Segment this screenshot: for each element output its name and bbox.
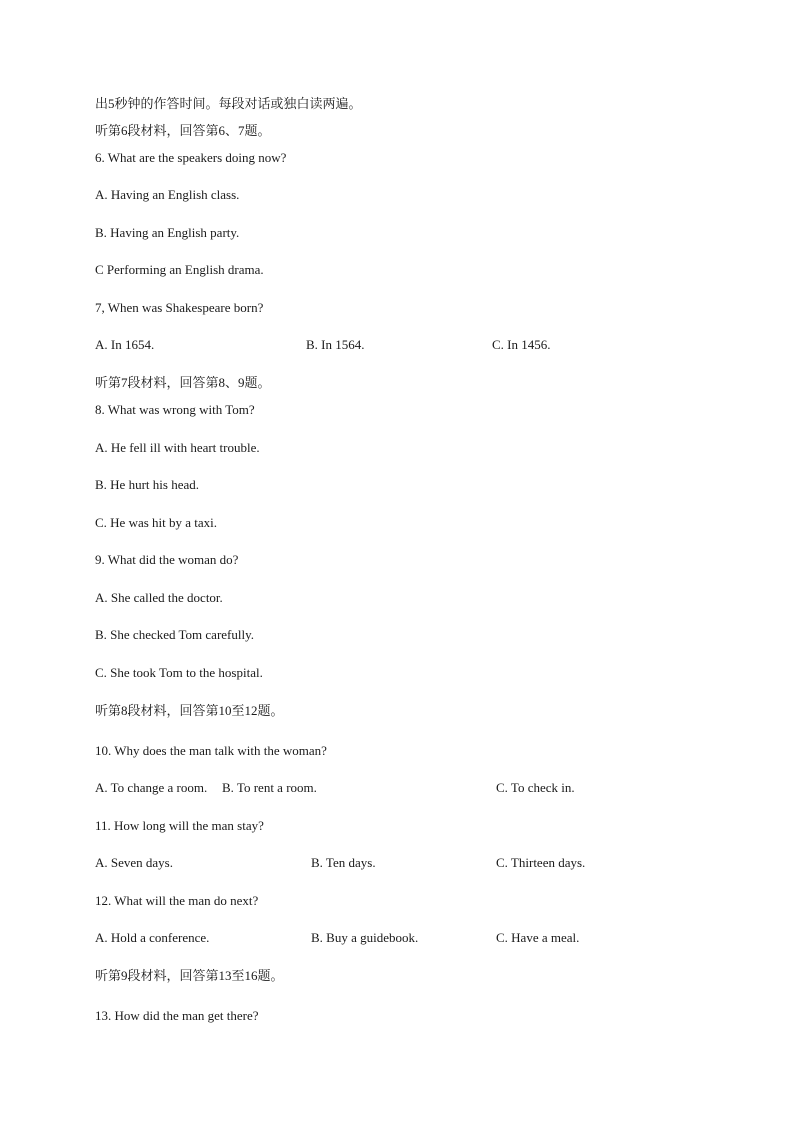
section-heading: 听第7段材料，回答第8、9题。 [95, 375, 271, 390]
option-a: A. In 1654. [95, 337, 155, 352]
intro-line: 出5秒钟的作答时间。每段对话或独白读两遍。 [95, 96, 362, 111]
option-c: C. Have a meal. [496, 930, 580, 945]
question-stem: 6. What are the speakers doing now? [95, 150, 287, 165]
option-c: C. She took Tom to the hospital. [95, 665, 263, 680]
option-b: B. Buy a guidebook. [311, 930, 419, 945]
option-c: C. In 1456. [492, 337, 551, 352]
option-c: C. He was hit by a taxi. [95, 515, 218, 530]
option-c: C. To check in. [496, 780, 575, 795]
section-heading: 听第9段材料，回答第13至16题。 [95, 968, 284, 983]
question-stem: 8. What was wrong with Tom? [95, 402, 255, 417]
option-a: A. Seven days. [95, 855, 173, 870]
question-stem: 9. What did the woman do? [95, 552, 239, 567]
option-b: B. He hurt his head. [95, 477, 199, 492]
question-stem: 7, When was Shakespeare born? [95, 300, 264, 315]
option-a: A. She called the doctor. [95, 590, 223, 605]
question-stem: 10. Why does the man talk with the woman? [95, 743, 327, 758]
question-stem: 13. How did the man get there? [95, 1008, 259, 1023]
option-a: A. Hold a conference. [95, 930, 210, 945]
option-b: B. Ten days. [311, 855, 376, 870]
option-b: B. Having an English party. [95, 225, 240, 240]
question-stem: 12. What will the man do next? [95, 893, 259, 908]
option-b: B. To rent a room. [222, 780, 317, 795]
option-a: A. Having an English class. [95, 187, 240, 202]
option-b: B. She checked Tom carefully. [95, 627, 255, 642]
option-c: C Performing an English drama. [95, 262, 264, 277]
option-c: C. Thirteen days. [496, 855, 586, 870]
option-a: A. To change a room. [95, 780, 208, 795]
option-b: B. In 1564. [306, 337, 365, 352]
question-stem: 11. How long will the man stay? [95, 818, 264, 833]
option-a: A. He fell ill with heart trouble. [95, 440, 260, 455]
section-heading: 听第6段材料，回答第6、7题。 [95, 123, 271, 138]
section-heading: 听第8段材料，回答第10至12题。 [95, 703, 284, 718]
